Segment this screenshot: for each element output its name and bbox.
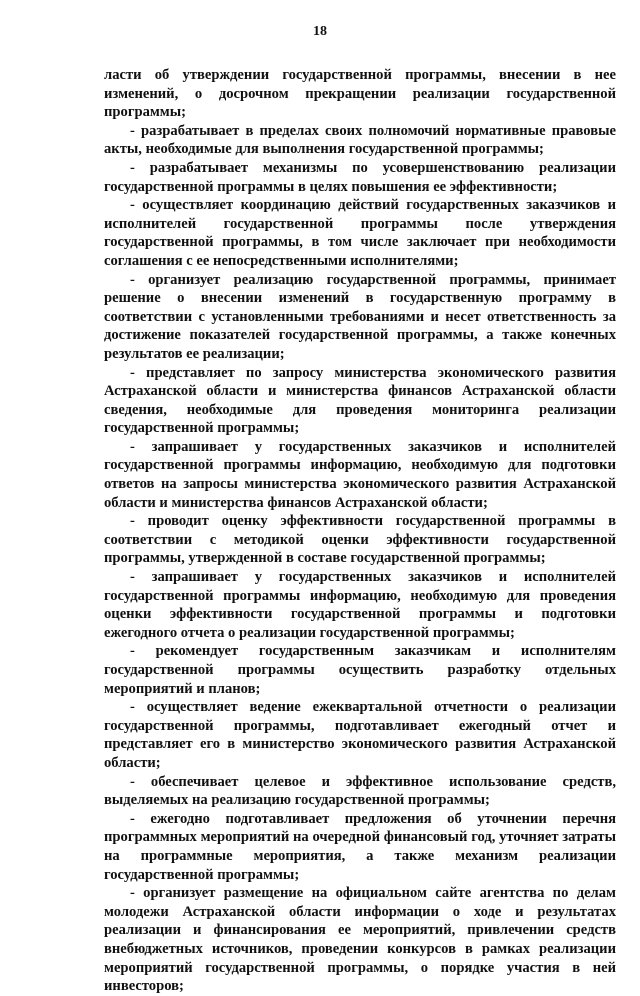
paragraph-item: - разрабатывает в пределах своих полномочий нормативные правовые акты, необходимые для выполнения государственной программы; bbox=[104, 122, 616, 158]
paragraph-item: - запрашивает у государственных заказчиков и исполнителей государственной программы информацию, необходимую для подготовки ответов на запросы министерства экономического развития Астраханской области и министерства финансов Астраханской области; bbox=[104, 438, 616, 511]
paragraph-item: - организует реализацию государственной программы, принимает решение о внесении изменений в государственную программу в соответствии с установленными требованиями и несет ответственность за достижение показателей государственной программы, а также конечных результатов ее реализации; bbox=[104, 271, 616, 362]
paragraph-item: - запрашивает у государственных заказчиков и исполнителей государственной программы информацию, необходимую для проведения оценки эффективности государственной программы и подготовки ежегодного отчета о реализации государственной программы; bbox=[104, 569, 616, 641]
paragraph-item: - представляет по запросу министерства экономического развития Астраханской области и министерства финансов Астраханской области сведения, необходимые для проведения мониторинга реализации государственной программы; bbox=[104, 364, 616, 437]
paragraph-continuation: ласти об утверждении государственной программы, внесении в нее изменений, о досрочном прекращении реализации государственной программы; bbox=[104, 67, 616, 121]
paragraph-item: - разрабатывает механизмы по усовершенствованию реализации государственной программы в целях повышения ее эффективности; bbox=[104, 159, 616, 195]
paragraph-item: - осуществляет координацию действий государственных заказчиков и исполнителей государственной программы после утверждения государственной программы, в том числе заключает при необходимости соглашения с ее непосредственными исполнителями; bbox=[104, 197, 616, 269]
paragraph-item: - рекомендует государственным заказчикам и исполнителям государственной программы осуществить разработку отдельных мероприятий и планов; bbox=[104, 643, 616, 697]
paragraph-item: - осуществляет ведение ежеквартальной отчетности о реализации государственной программы, подготавливает ежегодный отчет и представляет его в министерство экономического развития Астраханской области; bbox=[104, 699, 616, 771]
paragraph-item: - проводит оценку эффективности государственной программы в соответствии с методикой оценки эффективности государственной программы, утвержденной в составе государственной программы; bbox=[104, 513, 616, 567]
paragraph-item: - обеспечивает целевое и эффективное использование средств, выделяемых на реализацию государственной программы; bbox=[104, 773, 616, 809]
page-number: 18 bbox=[313, 24, 327, 39]
paragraph-item: - организует размещение на официальном сайте агентства по делам молодежи Астраханской области информации о ходе и результатах реализации и финансирования ее мероприятий, привлечении средств внебюджетных источников, проведении конкурсов в рамках реализации мероприятий государственной программы, о порядке участия в ней инвесторов; bbox=[104, 885, 616, 995]
paragraph-item: - ежегодно подготавливает предложения об уточнении перечня программных мероприятий на очередной финансовый год, уточняет затраты на программные мероприятия, а также механизм реализации государственной программы; bbox=[104, 810, 616, 883]
document-body bbox=[104, 66, 616, 996]
